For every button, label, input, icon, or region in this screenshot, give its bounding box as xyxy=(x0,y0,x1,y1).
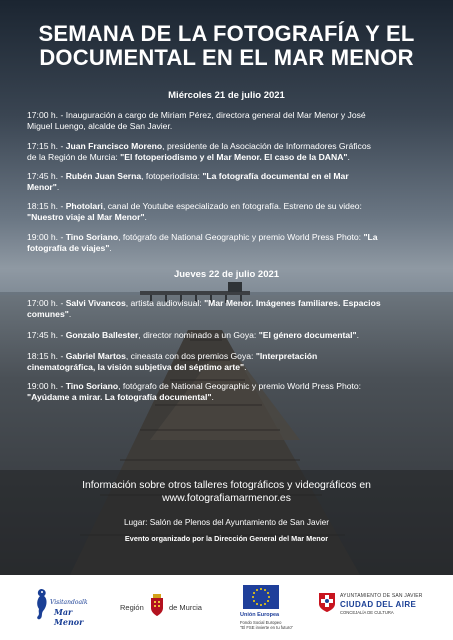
day2-heading: Jueves 22 de julio 2021 xyxy=(173,269,280,280)
day1-event-1 xyxy=(27,110,437,131)
talk-title: "El fotoperiodismo y el Mar Menor. El caso de la DANA" xyxy=(120,151,348,162)
event-end: . xyxy=(109,242,112,253)
info-text: Información sobre otros talleres fotográficos y videográficos en xyxy=(82,480,371,491)
event-desc: , fotógrafo de National Geographic y premio World Press Photo: xyxy=(118,232,364,242)
event-time: 18:15 h. - xyxy=(27,351,66,361)
event-time: 17:45 h. - xyxy=(27,171,66,181)
event-time: 17:00 h. - xyxy=(27,298,66,308)
murcia-text: de Murcia xyxy=(169,603,202,612)
talk-title-line2: Menor" xyxy=(27,181,57,192)
eu-subtitle-1: Fondo Social Europeo xyxy=(240,620,282,625)
venue-text: Lugar: Salón de Plenos del Ayuntamiento de San Javier xyxy=(123,517,330,527)
eu-flag-icon xyxy=(243,585,279,609)
event-end: . xyxy=(244,361,247,372)
talk-title: "Mar Menor. Imágenes familiares. Espacios xyxy=(204,298,381,308)
mar-menor-logo xyxy=(30,583,100,631)
seahorse-icon xyxy=(32,587,50,621)
murcia-coat-of-arms-icon xyxy=(149,593,165,617)
region-text: Región xyxy=(120,603,144,612)
eu-title: Unión Europea xyxy=(240,612,280,618)
event-end: . xyxy=(144,211,147,222)
region-murcia-logo xyxy=(120,591,210,625)
day1-heading: Miércoles 21 de julio 2021 xyxy=(168,90,285,101)
website-link[interactable]: www.fotografiamarmenor.es xyxy=(162,492,291,504)
day2-event-2 xyxy=(27,330,437,341)
day1-event-5 xyxy=(27,232,437,253)
footer-logos xyxy=(0,575,453,640)
speaker-name: Gabriel Martos xyxy=(65,351,126,361)
san-javier-text-2: CIUDAD DEL AIRE xyxy=(340,600,417,609)
talk-title: "Nuestro viaje al Mar Menor" xyxy=(27,211,145,222)
talk-title: "La xyxy=(363,232,378,242)
event-end: . xyxy=(211,391,214,402)
speaker-name: Rubén Juan Serna xyxy=(65,171,142,181)
speaker-name: Tino Soriano xyxy=(65,381,119,391)
san-javier-text-1: AYUNTAMIENTO DE SAN JAVIER xyxy=(340,593,423,599)
eu-logo xyxy=(240,585,300,635)
event-text-line2: Miguel Luengo, alcalde de San Javier. xyxy=(27,120,173,131)
event-text: 17:00 h. - Inauguración a cargo de Miriam Pérez, directora general del Mar Menor y José xyxy=(27,110,366,120)
speaker-name: Gonzalo Ballester xyxy=(65,330,139,340)
eu-subtitle-2: "El FSE invierte en tu futuro" xyxy=(240,625,294,630)
day1-event-2 xyxy=(27,141,437,162)
day1-event-3 xyxy=(27,171,437,192)
event-end: . xyxy=(56,181,60,192)
title-line-2: DOCUMENTAL EN EL MAR MENOR xyxy=(39,45,414,70)
event-desc: , artista audiovisual: xyxy=(125,298,205,308)
day2-event-3 xyxy=(27,351,437,372)
event-time: 19:00 h. - xyxy=(27,232,66,242)
event-time: 18:15 h. - xyxy=(27,201,66,211)
san-javier-text-3: CONCEJALÍA DE CULTURA xyxy=(340,610,394,615)
day1-event-4 xyxy=(27,201,437,222)
event-time: 17:45 h. - xyxy=(27,330,66,340)
speaker-name: Photolari xyxy=(65,201,103,211)
talk-title: "Interpretación xyxy=(255,351,318,361)
san-javier-logo xyxy=(318,589,438,629)
day2-event-1 xyxy=(27,298,437,319)
talk-title: "Ayúdame a mirar. La fotografía documental" xyxy=(27,391,212,402)
event-end: . xyxy=(356,330,359,340)
day2-event-4 xyxy=(27,381,437,402)
talk-title: "El género documental" xyxy=(258,330,357,340)
info-block xyxy=(0,480,453,505)
mar-menor-logo-text2: Mar Menor xyxy=(54,607,84,627)
talk-title: "La fotografía documental en el Mar xyxy=(202,171,349,181)
talk-title-line2: comunes" xyxy=(27,308,69,319)
event-time: 19:00 h. - xyxy=(27,381,66,391)
event-end: . xyxy=(347,151,350,162)
title-line-1: SEMANA DE LA FOTOGRAFÍA Y EL xyxy=(38,21,415,46)
event-desc: , director nominado a un Goya: xyxy=(138,330,259,340)
talk-title-line2: fotografía de viajes" xyxy=(27,242,110,253)
event-desc: , presidente de la Asociación de Informadores Gráficos xyxy=(162,141,371,151)
san-javier-shield-icon xyxy=(318,591,336,613)
event-desc: , fotoperiodista: xyxy=(141,171,203,181)
event-desc: , cineasta con dos premios Goya: xyxy=(125,351,256,361)
page-title xyxy=(10,22,443,70)
talk-title-line2: cinematográfica, la visión subjetiva del séptimo arte" xyxy=(27,361,245,372)
event-end: . xyxy=(68,308,72,319)
speaker-name: Juan Francisco Moreno xyxy=(65,141,163,151)
event-desc-line2: de la Región de Murcia: xyxy=(27,151,121,162)
event-time: 17:15 h. - xyxy=(27,141,66,151)
event-desc: , fotógrafo de National Geographic y premio World Press Photo: xyxy=(118,381,362,391)
organizer-text: Evento organizado por la Dirección General del Mar Menor xyxy=(124,534,329,543)
event-desc: , canal de Youtube especializado en fotografía. Estreno de su video: xyxy=(102,201,362,211)
mar-menor-logo-text1: Visitandoalk xyxy=(50,599,88,606)
speaker-name: Tino Soriano xyxy=(65,232,119,242)
speaker-name: Salvi Vivancos xyxy=(65,298,126,308)
